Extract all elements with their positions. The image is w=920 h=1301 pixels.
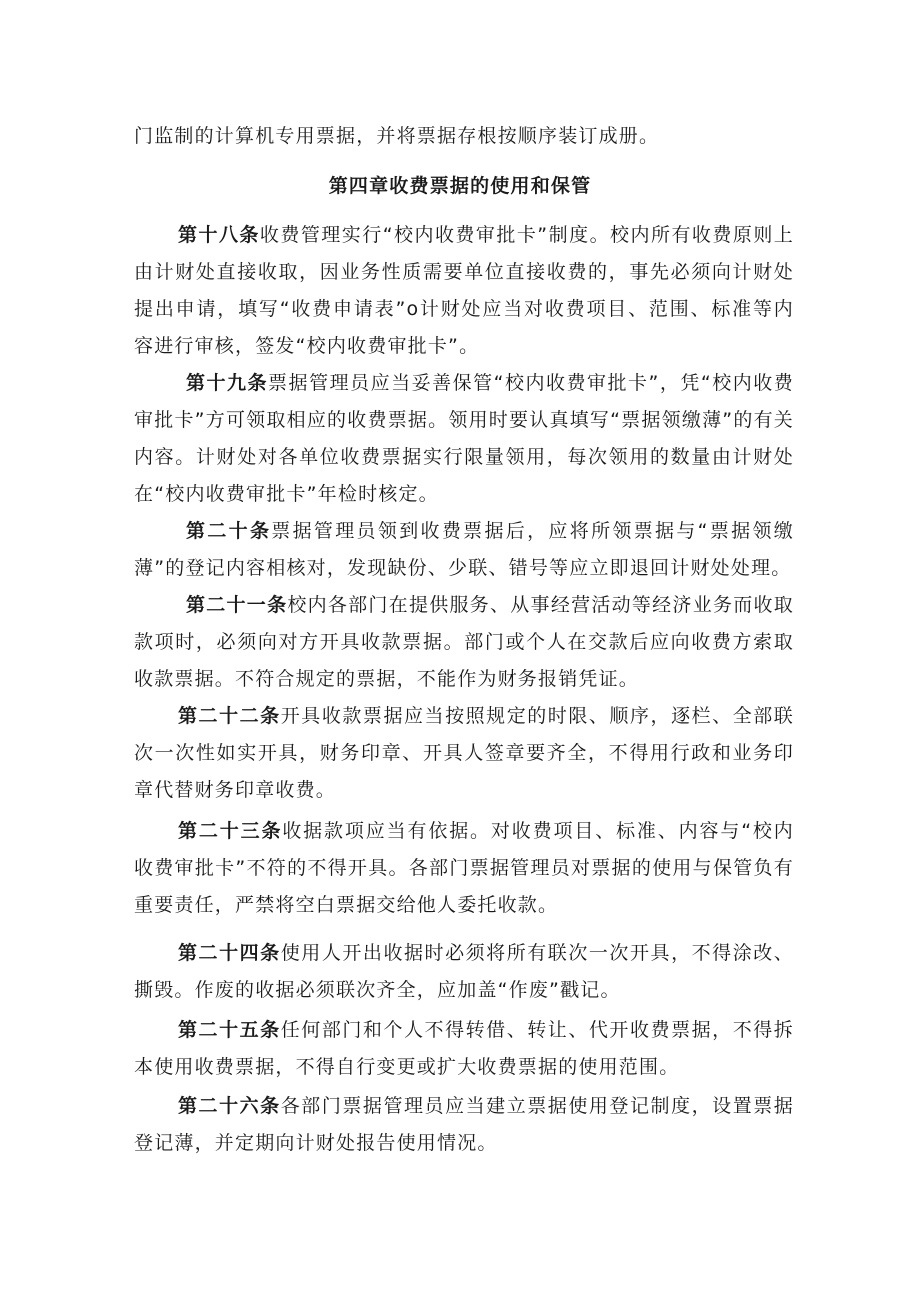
article-19-heading: 第十九条 — [186, 372, 269, 394]
article-18 — [134, 217, 794, 365]
article-23 — [134, 813, 794, 924]
article-23-text: 收据款项应当有依据。对收费项目、标准、内容与“校内收费审批卡”不符的不得开具。各部门票据管理员对票据的使用与保管负有重要责任，严禁将空白票据交给他人委托收款。 — [134, 820, 794, 916]
article-22-heading: 第二十二条 — [178, 705, 281, 727]
article-26 — [134, 1088, 794, 1162]
article-21-heading: 第二十一条 — [186, 594, 288, 616]
article-22-text: 开具收款票据应当按照规定的时限、顺序，逐栏、全部联次一次性如实开具，财务印章、开具人签章要齐全，不得用行政和业务印章代替财务印章收费。 — [134, 705, 794, 801]
article-19 — [134, 365, 794, 513]
article-24 — [134, 935, 794, 1009]
article-25-text: 任何部门和个人不得转借、转让、代开收费票据，不得拆本使用收费票据，不得自行变更或扩大收费票据的使用范围。 — [134, 1019, 794, 1078]
article-20-text: 票据管理员领到收费票据后，应将所领票据与“票据领缴薄”的登记内容相核对，发现缺份、少联、错号等应立即退回计财处处理。 — [134, 520, 794, 579]
article-24-text: 使用人开出收据时必须将所有联次一次开具，不得涂改、撕毁。作废的收据必须联次齐全，应加盖“作废”戳记。 — [134, 942, 794, 1001]
article-21-text: 校内各部门在提供服务、从事经营活动等经济业务而收取款项时，必须向对方开具收款票据。部门或个人在交款后应向收费方索取收款票据。不符合规定的票据，不能作为财务报销凭证。 — [134, 594, 794, 690]
article-20 — [134, 513, 794, 587]
article-18-text: 收费管理实行“校内收费审批卡”制度。校内所有收费原则上由计财处直接收取，因业务性质需要单位直接收费的，事先必须向计财处提出申请，填写“收费申请表”o计财处应当对收费项目、范围、标准等内容进行审核，签发“校内收费审批卡”。 — [134, 224, 794, 357]
continuation-paragraph: 门监制的计算机专用票据，并将票据存根按顺序装订成册。 — [134, 125, 660, 147]
article-18-heading: 第十八条 — [178, 224, 260, 246]
article-23-heading: 第二十三条 — [178, 820, 283, 842]
chapter-title: 第四章收费票据的使用和保管 — [328, 175, 592, 197]
article-21 — [134, 587, 794, 698]
article-26-text: 各部门票据管理员应当建立票据使用登记制度，设置票据登记薄，并定期向计财处报告使用情况。 — [134, 1095, 794, 1154]
article-19-text: 票据管理员应当妥善保管“校内收费审批卡”，凭“校内收费审批卡”方可领取相应的收费票据。领用时要认真填写“票据领缴薄”的有关内容。计财处对各单位收费票据实行限量领用，每次领用的数量由计财处在“校内收费审批卡”年检时核定。 — [134, 372, 794, 505]
article-24-heading: 第二十四条 — [178, 942, 281, 964]
article-25-heading: 第二十五条 — [178, 1019, 281, 1041]
article-26-heading: 第二十六条 — [178, 1095, 281, 1117]
article-20-heading: 第二十条 — [186, 520, 272, 542]
article-25 — [134, 1012, 794, 1086]
article-22 — [134, 698, 794, 809]
